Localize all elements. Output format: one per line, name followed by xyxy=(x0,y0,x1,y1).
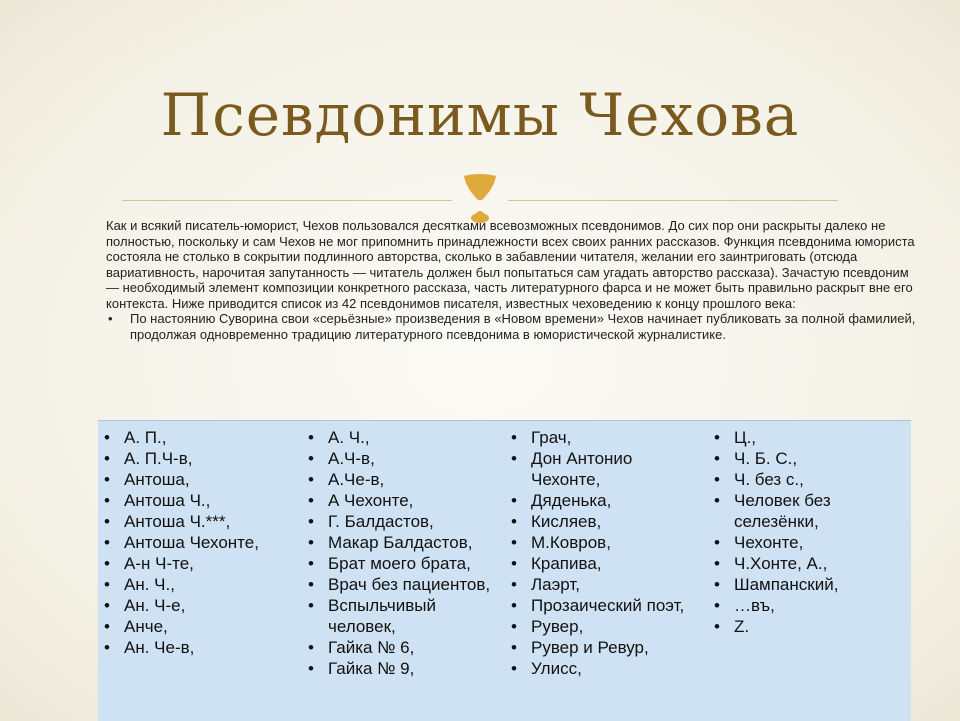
pseudonym-item: • Кисляев, xyxy=(507,511,697,532)
pseudonym-item: • Дон Антонио Чехонте, xyxy=(507,448,697,490)
pseudonym-item: • Г. Балдастов, xyxy=(304,511,504,532)
pseudonym-item: • А.Че-в, xyxy=(304,469,504,490)
divider-right xyxy=(508,200,838,201)
pseudonym-column-4 xyxy=(710,427,905,637)
intro-bullet-item: • По настоянию Суворина свои «серьёзные» произведения в «Новом времени» Чехов начинает публиковать за полной фамилией, продолжая одновременно традицию литературного псевдонима в юмористической журналистике. xyxy=(106,311,921,342)
pseudonym-item: • А Чехонте, xyxy=(304,490,504,511)
pseudonym-item: • Дяденька, xyxy=(507,490,697,511)
pseudonym-column-1 xyxy=(100,427,295,658)
pseudonym-item: • Рувер, xyxy=(507,616,697,637)
hourglass-ornament-icon xyxy=(458,172,502,224)
pseudonym-item: • М.Ковров, xyxy=(507,532,697,553)
pseudonym-item: • Ц., xyxy=(710,427,905,448)
pseudonym-item: • Ч. без с., xyxy=(710,469,905,490)
pseudonym-item: • А-н Ч-те, xyxy=(100,553,295,574)
pseudonym-item: • Ан. Ч-е, xyxy=(100,595,295,616)
pseudonym-item: • Макар Балдастов, xyxy=(304,532,504,553)
page-title: Псевдонимы Чехова xyxy=(160,81,800,149)
pseudonym-item: • Брат моего брата, xyxy=(304,553,504,574)
pseudonym-item: • А. Ч., xyxy=(304,427,504,448)
pseudonym-item: • А.Ч-в, xyxy=(304,448,504,469)
pseudonym-item: • Человек без селезёнки, xyxy=(710,490,905,532)
pseudonym-table xyxy=(98,420,911,721)
pseudonym-item: • А. П., xyxy=(100,427,295,448)
intro-bullet-list xyxy=(106,311,921,342)
pseudonym-item: • Чехонте, xyxy=(710,532,905,553)
pseudonym-item: • Рувер и Ревур, xyxy=(507,637,697,658)
pseudonym-item: • А. П.Ч-в, xyxy=(100,448,295,469)
pseudonym-item: • Z. xyxy=(710,616,905,637)
intro-block xyxy=(106,218,921,342)
pseudonym-item: • Антоша Ч.***, xyxy=(100,511,295,532)
pseudonym-column-2 xyxy=(304,427,504,679)
pseudonym-item: • Прозаический поэт, xyxy=(507,595,697,616)
pseudonym-item: • Анче, xyxy=(100,616,295,637)
pseudonym-item: • Шампанский, xyxy=(710,574,905,595)
pseudonym-item: • Грач, xyxy=(507,427,697,448)
pseudonym-item: • Ч.Хонте, А., xyxy=(710,553,905,574)
pseudonym-item: • Гайка № 9, xyxy=(304,658,504,679)
pseudonym-column-3 xyxy=(507,427,697,679)
pseudonym-item: • Лаэрт, xyxy=(507,574,697,595)
intro-paragraph: Как и всякий писатель-юморист, Чехов пользовался десятками всевозможных псевдонимов. До сих пор они раскрыты далеко не полностью, поскольку и сам Чехов не мог припомнить принадлежности всех своих ранних рассказов. Функция псевдонима юмориста состояла не столько в сокрытии подлинного авторства, сколько в забавлении читателя, желании его заинтриговать (отсюда вариативность, нарочитая запутанность — читатель должен был попытаться сам угадать авторство рассказа). Зачастую псевдоним — необходимый элемент композиции конкретного рассказа, часть литературного фарса и не может быть правильно раскрыт вне его контекста. Ниже приводится список из 42 псевдонимов писателя, известных чеховедению к концу прошлого века: xyxy=(106,218,915,311)
pseudonym-item: • Ч. Б. С., xyxy=(710,448,905,469)
pseudonym-item: • Крапива, xyxy=(507,553,697,574)
pseudonym-item: • Антоша Ч., xyxy=(100,490,295,511)
pseudonym-item: • …въ, xyxy=(710,595,905,616)
pseudonym-item: • Улисс, xyxy=(507,658,697,679)
pseudonym-item: • Гайка № 6, xyxy=(304,637,504,658)
pseudonym-item: • Антоша Чехонте, xyxy=(100,532,295,553)
pseudonym-item: • Антоша, xyxy=(100,469,295,490)
pseudonym-item: • Ан. Че-в, xyxy=(100,637,295,658)
divider-left xyxy=(122,200,452,201)
pseudonym-item: • Врач без пациентов, xyxy=(304,574,504,595)
pseudonym-item: • Ан. Ч., xyxy=(100,574,295,595)
pseudonym-item: • Вспыльчивый человек, xyxy=(304,595,504,637)
